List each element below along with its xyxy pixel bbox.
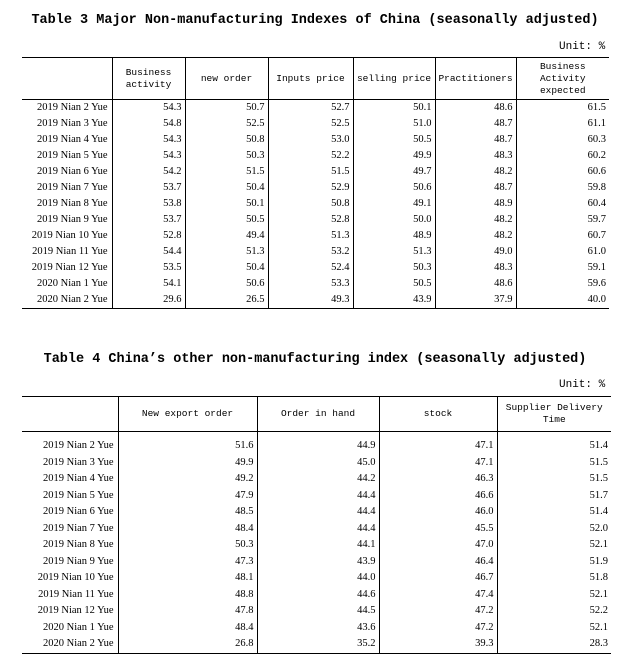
table3-row-label: 2019 Nian 5 Yue	[37, 150, 108, 161]
table3-row	[22, 196, 609, 212]
table4-cell: 43.6	[257, 620, 379, 637]
table3-cell: 40.0	[516, 292, 609, 309]
table4-unit: Unit: %	[559, 379, 606, 391]
table4-cell: 28.3	[497, 636, 611, 653]
table4-cell: 47.1	[379, 438, 497, 455]
table4-cell: 47.9	[118, 488, 257, 505]
table4-cell: 52.1	[497, 587, 611, 604]
table3-cell: 53.8	[112, 196, 185, 212]
table4-cell: 46.6	[379, 488, 497, 505]
table3-cell: 54.3	[112, 100, 185, 117]
table3-cell: 51.3	[185, 244, 268, 260]
table3-cell: 54.4	[112, 244, 185, 260]
table3-cell: 60.2	[516, 148, 609, 164]
table3-row-label: 2019 Nian 7 Yue	[37, 182, 108, 193]
table4-cell: 48.5	[118, 504, 257, 521]
table3-cell: 52.9	[268, 180, 353, 196]
table3-cell: 60.4	[516, 196, 609, 212]
table4-cell: 44.4	[257, 488, 379, 505]
table4-cell: 48.8	[118, 587, 257, 604]
table4-cell: 44.4	[257, 504, 379, 521]
table4-row	[22, 471, 611, 488]
table4-cell: 44.9	[257, 438, 379, 455]
table4-cell: 47.4	[379, 587, 497, 604]
table4-row-label: 2019 Nian 6 Yue	[43, 506, 114, 517]
table4-cell: 51.5	[497, 471, 611, 488]
table3-row-label: 2019 Nian 10 Yue	[31, 230, 108, 241]
table3-cell: 37.9	[435, 292, 516, 309]
table4-row	[22, 455, 611, 472]
table3-cell: 48.3	[435, 260, 516, 276]
table4-cell: 48.4	[118, 620, 257, 637]
table3-cell: 48.6	[435, 276, 516, 292]
table3-cell: 48.7	[435, 132, 516, 148]
table4-cell: 47.3	[118, 554, 257, 571]
table4	[22, 396, 611, 654]
table3-cell: 54.3	[112, 148, 185, 164]
table4-header-row	[22, 397, 611, 432]
table4-title: Table 4 China’s other non-manufacturing index (seasonally adjusted)	[43, 352, 587, 367]
table4-cell: 43.9	[257, 554, 379, 571]
table4-header-cell: stock	[379, 397, 497, 432]
table3-cell: 61.5	[516, 100, 609, 117]
table4-cell: 46.4	[379, 554, 497, 571]
table4-cell: 44.0	[257, 570, 379, 587]
table4-cell: 44.2	[257, 471, 379, 488]
table4-cell: 51.9	[497, 554, 611, 571]
table4-cell: 51.5	[497, 455, 611, 472]
table4-row	[22, 603, 611, 620]
table4-row-label: 2019 Nian 10 Yue	[37, 572, 114, 583]
table3-cell: 50.8	[268, 196, 353, 212]
table4-cell: 44.4	[257, 521, 379, 538]
table3-cell: 48.9	[353, 228, 435, 244]
table3-cell: 51.0	[353, 116, 435, 132]
table4-cell: 52.1	[497, 620, 611, 637]
table4-cell: 48.1	[118, 570, 257, 587]
table3-cell: 48.2	[435, 228, 516, 244]
table3-unit: Unit: %	[559, 41, 606, 53]
table3-cell: 49.9	[353, 148, 435, 164]
table3-cell: 53.5	[112, 260, 185, 276]
table4-row	[22, 504, 611, 521]
table4-cell: 51.6	[118, 438, 257, 455]
table4-row-label: 2019 Nian 3 Yue	[43, 456, 114, 468]
table3-cell: 61.0	[516, 244, 609, 260]
table3-cell: 50.5	[185, 212, 268, 228]
table4-row-label: 2019 Nian 11 Yue	[38, 588, 114, 600]
table3-cell: 49.1	[353, 196, 435, 212]
table4-cell: 45.0	[257, 455, 379, 472]
table3-row	[22, 292, 609, 309]
table4-row-label: 2020 Nian 2 Yue	[43, 638, 114, 649]
table3-cell: 49.3	[268, 292, 353, 309]
table4-header-blank	[22, 397, 118, 432]
table3-cell: 51.3	[353, 244, 435, 260]
table3-cell: 48.6	[435, 100, 516, 117]
table4-cell: 44.6	[257, 587, 379, 604]
table3-cell: 50.5	[353, 276, 435, 292]
table3-row	[22, 100, 609, 117]
table3-cell: 48.3	[435, 148, 516, 164]
table3-row	[22, 244, 609, 260]
table4-row	[22, 570, 611, 587]
table3-cell: 53.3	[268, 276, 353, 292]
table3-cell: 50.3	[353, 260, 435, 276]
table3-row-label: 2020 Nian 2 Yue	[37, 294, 108, 305]
table3-row-label: 2019 Nian 6 Yue	[37, 166, 108, 177]
table3-cell: 50.8	[185, 132, 268, 148]
table3-cell: 51.3	[268, 228, 353, 244]
table3-cell: 54.3	[112, 132, 185, 148]
table4-cell: 50.3	[118, 537, 257, 554]
table4-row	[22, 488, 611, 505]
table3-cell: 51.5	[185, 164, 268, 180]
table3-cell: 50.3	[185, 148, 268, 164]
table4-header-cell: Order in hand	[257, 397, 379, 432]
table4-header-cell: Supplier Delivery Time	[497, 397, 611, 432]
table3-cell: 60.7	[516, 228, 609, 244]
table4-cell: 26.8	[118, 636, 257, 653]
table4-cell: 47.1	[379, 455, 497, 472]
table3-cell: 50.7	[185, 100, 268, 117]
table4-row	[22, 521, 611, 538]
table3-cell: 48.7	[435, 180, 516, 196]
table3-cell: 52.2	[268, 148, 353, 164]
table4-row-label: 2019 Nian 2 Yue	[43, 440, 114, 451]
table3-cell: 52.5	[185, 116, 268, 132]
table3-cell: 26.5	[185, 292, 268, 309]
table3-row-label: 2020 Nian 1 Yue	[37, 278, 108, 289]
table3-header-blank	[22, 58, 112, 100]
table3-row-label: 2019 Nian 8 Yue	[37, 198, 108, 209]
table4-cell: 46.7	[379, 570, 497, 587]
table4-row-label: 2019 Nian 8 Yue	[43, 539, 114, 550]
table3-cell: 52.7	[268, 100, 353, 117]
table4-row	[22, 554, 611, 571]
table3-cell: 48.2	[435, 212, 516, 228]
table3-cell: 54.1	[112, 276, 185, 292]
table4-row-label: 2019 Nian 12 Yue	[37, 605, 114, 616]
table3-cell: 50.0	[353, 212, 435, 228]
table3-row	[22, 180, 609, 196]
table3-cell: 50.6	[353, 180, 435, 196]
table3	[22, 57, 609, 309]
table3-cell: 61.1	[516, 116, 609, 132]
table4-row	[22, 620, 611, 637]
table4-cell: 44.5	[257, 603, 379, 620]
table4-cell: 44.1	[257, 537, 379, 554]
table3-row	[22, 228, 609, 244]
table4-cell: 46.0	[379, 504, 497, 521]
table4-cell: 47.2	[379, 620, 497, 637]
table3-cell: 49.0	[435, 244, 516, 260]
table3-row	[22, 164, 609, 180]
table4-cell: 45.5	[379, 521, 497, 538]
table3-cell: 48.9	[435, 196, 516, 212]
table3-row	[22, 260, 609, 276]
table3-row-label: 2019 Nian 3 Yue	[37, 118, 108, 129]
table4-cell: 47.8	[118, 603, 257, 620]
table3-cell: 60.6	[516, 164, 609, 180]
table4-row-label: 2019 Nian 4 Yue	[43, 473, 114, 484]
table4-cell: 52.2	[497, 603, 611, 620]
table3-title: Table 3 Major Non-manufacturing Indexes of China (seasonally adjusted)	[31, 13, 599, 28]
table4-cell: 46.3	[379, 471, 497, 488]
table4-cell: 52.1	[497, 537, 611, 554]
table4-cell: 49.2	[118, 471, 257, 488]
table4-cell: 39.3	[379, 636, 497, 653]
table3-row-label: 2019 Nian 11 Yue	[32, 246, 108, 257]
table3-cell: 59.7	[516, 212, 609, 228]
table3-row-label: 2019 Nian 2 Yue	[37, 102, 108, 113]
table3-row-label: 2019 Nian 9 Yue	[37, 214, 108, 225]
table3-cell: 43.9	[353, 292, 435, 309]
table4-cell: 49.9	[118, 455, 257, 472]
table3-row	[22, 148, 609, 164]
table4-row	[22, 636, 611, 653]
table4-row-label: 2020 Nian 1 Yue	[43, 621, 114, 633]
table3-cell: 48.2	[435, 164, 516, 180]
table3-cell: 53.2	[268, 244, 353, 260]
table4-row-label: 2019 Nian 5 Yue	[43, 489, 114, 501]
table3-row	[22, 276, 609, 292]
table4-row	[22, 438, 611, 455]
table3-row	[22, 132, 609, 148]
table4-row	[22, 537, 611, 554]
table4-cell: 51.4	[497, 438, 611, 455]
table3-cell: 50.4	[185, 180, 268, 196]
table3-cell: 53.7	[112, 212, 185, 228]
table4-cell: 47.2	[379, 603, 497, 620]
table3-header-cell: selling price	[353, 58, 435, 100]
table3-cell: 59.8	[516, 180, 609, 196]
table4-cell: 48.4	[118, 521, 257, 538]
table3-header-cell: Inputs price	[268, 58, 353, 100]
table3-row	[22, 116, 609, 132]
table3-cell: 48.7	[435, 116, 516, 132]
table4-cell: 51.4	[497, 504, 611, 521]
table3-cell: 52.8	[268, 212, 353, 228]
table4-row-label: 2019 Nian 9 Yue	[43, 555, 114, 567]
table3-cell: 52.8	[112, 228, 185, 244]
table3-cell: 50.5	[353, 132, 435, 148]
table3-header-cell: new order	[185, 58, 268, 100]
table4-header-cell: New export order	[118, 397, 257, 432]
table3-header-cell: Practitioners	[435, 58, 516, 100]
table3-cell: 49.4	[185, 228, 268, 244]
table3-header-cell: Business activity	[112, 58, 185, 100]
table3-cell: 53.7	[112, 180, 185, 196]
table3-cell: 60.3	[516, 132, 609, 148]
table3-cell: 29.6	[112, 292, 185, 309]
table4-cell: 51.8	[497, 570, 611, 587]
table3-cell: 59.1	[516, 260, 609, 276]
table4-cell: 52.0	[497, 521, 611, 538]
table3-header-cell: Business Activity expected	[516, 58, 609, 100]
table3-cell: 53.0	[268, 132, 353, 148]
table3-cell: 49.7	[353, 164, 435, 180]
table3-row-label: 2019 Nian 12 Yue	[31, 262, 108, 273]
table4-cell: 51.7	[497, 488, 611, 505]
table3-cell: 50.1	[185, 196, 268, 212]
table3-cell: 54.2	[112, 164, 185, 180]
table3-row	[22, 212, 609, 228]
table3-header-row	[22, 58, 609, 100]
table3-row-label: 2019 Nian 4 Yue	[37, 134, 108, 145]
table3-cell: 54.8	[112, 116, 185, 132]
table3-cell: 51.5	[268, 164, 353, 180]
table3-cell: 52.4	[268, 260, 353, 276]
table3-cell: 50.6	[185, 276, 268, 292]
table4-cell: 35.2	[257, 636, 379, 653]
table4-row-label: 2019 Nian 7 Yue	[43, 522, 114, 534]
table3-cell: 50.1	[353, 100, 435, 117]
table3-cell: 59.6	[516, 276, 609, 292]
table4-cell: 47.0	[379, 537, 497, 554]
table4-row	[22, 587, 611, 604]
table3-cell: 50.4	[185, 260, 268, 276]
table3-cell: 52.5	[268, 116, 353, 132]
